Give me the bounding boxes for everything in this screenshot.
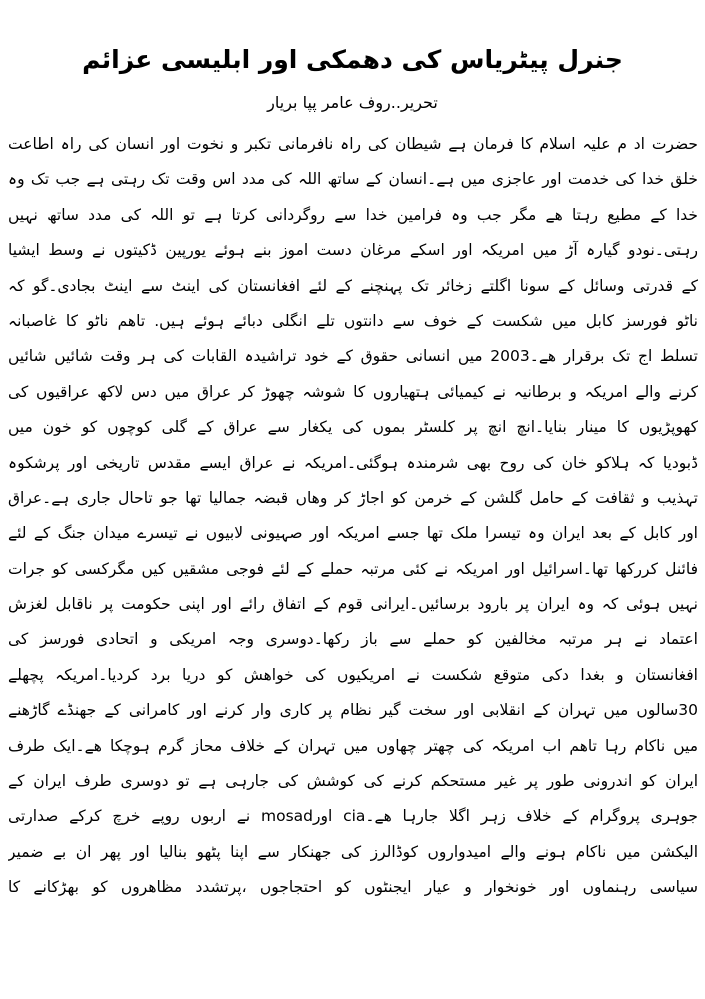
article-line: تسلط اج تک برقرار ھے۔2003 میں انسانی حقوق کے خود تراشیدہ القابات کی ہر وقت شائیں شائیں bbox=[8, 347, 698, 366]
article-byline: تحریر..روف عامر پپا بریار bbox=[267, 93, 438, 112]
article-line: خلق خدا کی خدمت اور عاجزی میں ہے۔انسان کے ساتھ اللہ کی مدد اس وقت تک رہتی ہے جب تک وہ bbox=[8, 170, 698, 189]
article-line: سیاسی رہنماوں اور خونخوار و عیار ایجنٹوں کو احتجاجوں ،پرتشدد مظاھروں کو بھڑکانے کا bbox=[8, 878, 698, 897]
article-line: ناٹو فورسز کابل میں شکست کے خوف سے دانتوں تلے انگلی دبائے ہوئے ہیں. تاھم ناٹو کا غاصبانہ bbox=[8, 311, 698, 330]
article-line: فائنل کررکھا تھا۔اسرائیل اور امریکہ نے کئی مرتبہ حملے کے لئے فوجی مشقیں کیں مگرکسی کو جرات bbox=[8, 559, 698, 578]
article-line: اعتماد نے ہر مرتبہ مخالفین کو حملے سے باز رکھا۔دوسری وجہ امریکی و اتحادی فورسز کی bbox=[8, 630, 698, 649]
article-line: کے قدرتی وسائل کے سونا اگلتے زخائر تک پہنچنے کے لئے افغانستان کی اینٹ سے اینٹ بجادی۔گو کہ bbox=[8, 276, 698, 295]
article-title: جنرل پیٹریاس کی دھمکی اور ابلیسی عزائم bbox=[82, 45, 623, 74]
article-line: رہتی۔نودو گیارہ آڑ میں امریکہ اور اسکے مرغان دست اموز بنے ہوئے یورپین ڈکیتوں نے وسط ایشیا bbox=[8, 241, 698, 260]
article-line: میں ناکام رہا تاھم اب امریکہ کی چھتر چھاوں میں تہران کے خلاف محاز گرم ہوچکا ھے۔ایک طرف bbox=[8, 736, 698, 755]
article-line: خدا کے مطیع رہتا ھے مگر جب وہ فرامین خدا سے روگردانی کرتا ہے تو اللہ کی مدد ساتھ نہیں bbox=[8, 205, 698, 224]
article-line: افغانستان و بغدا دکی متوقع شکست نے امریکیوں کی خواھش کو دریا برد کردیا۔امریکہ پچھلے bbox=[8, 665, 698, 684]
article-body bbox=[8, 127, 698, 906]
article-line: نہیں ہوئی کہ وہ ایران پر بارود برسائیں۔ایرانی قوم کے اتفاق رائے اور اپنی حکومت پر ناقابل لغزش bbox=[8, 595, 698, 614]
article-line: جوہری پروگرام کے خلاف زہر اگلا جارہا ھے۔cia اورmosad نے اربوں روپے خرچ کرکے صدارتی bbox=[8, 807, 698, 826]
article-line: حضرت اد م علیہ اسلام کا فرمان ہے شیطان کی راہ نافرمانی تکبر و نخوت اور انسان کی راہ اطاعت bbox=[8, 135, 698, 153]
article-line: 30سالوں میں تہران کے انقلابی اور سخت گیر نظام پر کاری وار کرنے اور کامرانی کے جھنڈے گاڑھنے bbox=[8, 701, 698, 720]
article-line: اور کابل کے بعد ایران وہ تیسرا ملک تھا جسے امریکہ اور صہیونی لابیوں نے تیسرے میدان جنگ کے لئے bbox=[8, 524, 698, 543]
article-line: ایران کو اندرونی طور پر غیر مستحکم کرنے کی کوشش کی جارہی ہے تو دوسری طرف ایران کے bbox=[8, 772, 698, 791]
article-line: کھوپڑیوں کا مینار بنایا۔انچ انچ پر کلسٹر بموں کی یکغار سے عراق کے گلی کوچوں کو خون میں bbox=[8, 418, 698, 437]
article-line: الیکشن میں ناکام ہونے والے امیدواروں کوڈالرز کی جھنکار سے اپنا پٹھو بنالیا اور پھر ان بے ضمیر bbox=[8, 842, 698, 861]
article-line: کرنے والے امریکہ و برطانیہ نے کیمیائی ہتھیاروں کا شوشہ چھوڑ کر عراق میں دس لاکھ عراقیوں کی bbox=[8, 382, 698, 401]
article-line: تہذیب و ثقافت کے حامل گلشن کے خرمن کو اجاڑ کر وھاں قبضہ جمالیا تھا جو تاحال جاری ہے۔عراق bbox=[8, 488, 698, 507]
article-line: ڈبودیا کہ ہلاکو خان کی روح بھی شرمندہ ہوگئی۔امریکہ نے عراق ایسے مقدس تاریخی اور پرشکوہ bbox=[8, 453, 698, 472]
